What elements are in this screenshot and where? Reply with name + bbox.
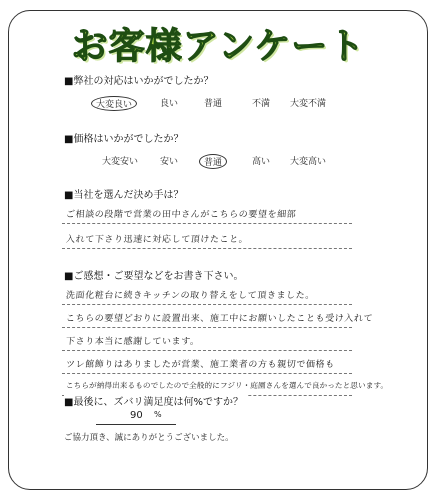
answer-comments-line-2: こちらの要望どおりに設置出来、施工中にお願いしたことも受け入れて — [65, 314, 374, 324]
answer-line-rule — [62, 373, 352, 374]
answer-line-rule — [62, 248, 352, 249]
answer-comments-line-1: 洗面化粧台に続きキッチンの取り替えをして頂きました。 — [65, 291, 316, 301]
question-price: ■価格はいかがでしたか？ — [64, 134, 184, 145]
question-comments: ■ご感想・ご要望などをお書き下さい。 — [64, 271, 244, 282]
answer-line-rule — [62, 304, 352, 305]
options-price — [74, 154, 374, 170]
satisfaction-unit: % — [154, 410, 162, 419]
question-reason: ■当社を選んだ決め手は？ — [64, 190, 184, 201]
option-price-2: 安い — [160, 157, 179, 167]
survey-title: お客様アンケート — [71, 26, 366, 67]
answer-reason-line-2: 入れて下さり迅速に対応して頂けたこと。 — [65, 235, 249, 245]
answer-line-rule — [62, 327, 352, 328]
option-service-1: 大変良い — [91, 96, 137, 111]
option-price-1: 大変安い — [102, 157, 139, 167]
option-service-2: 良い — [160, 99, 179, 109]
answer-line-rule — [62, 350, 352, 351]
answer-line-rule — [62, 223, 352, 224]
option-price-4: 高い — [252, 157, 271, 167]
question-satisfaction: ■最後に、ズバリ満足度は何%ですか？ — [64, 393, 247, 408]
answer-reason-line-1: ご相談の段階で営業の田中さんがこちらの要望を細部 — [65, 210, 297, 220]
option-price-5: 大変高い — [290, 157, 327, 167]
option-service-5: 大変不満 — [290, 99, 327, 109]
satisfaction-field — [96, 410, 176, 425]
question-service: ■弊社の対応はいかがでしたか？ — [64, 76, 214, 87]
options-service — [74, 96, 374, 112]
answer-comments-line-5: こちらが納得出来るものでしたので全般的にフジリ・庭園さんを選んで良かったと思います。 — [65, 381, 389, 390]
option-service-4: 不満 — [252, 99, 271, 109]
answer-comments-line-3: 下さり本当に感謝しています。 — [65, 337, 200, 347]
satisfaction-value: 90 — [130, 410, 143, 421]
option-service-3: 普通 — [204, 99, 223, 109]
option-price-3: 普通 — [199, 154, 227, 169]
answer-comments-line-4: ツレ館飾りはありましたが営業、施工業者の方も親切で価格も — [65, 360, 336, 370]
thank-you-note: ご協力頂き、誠にありがとうございました。 — [64, 433, 234, 443]
